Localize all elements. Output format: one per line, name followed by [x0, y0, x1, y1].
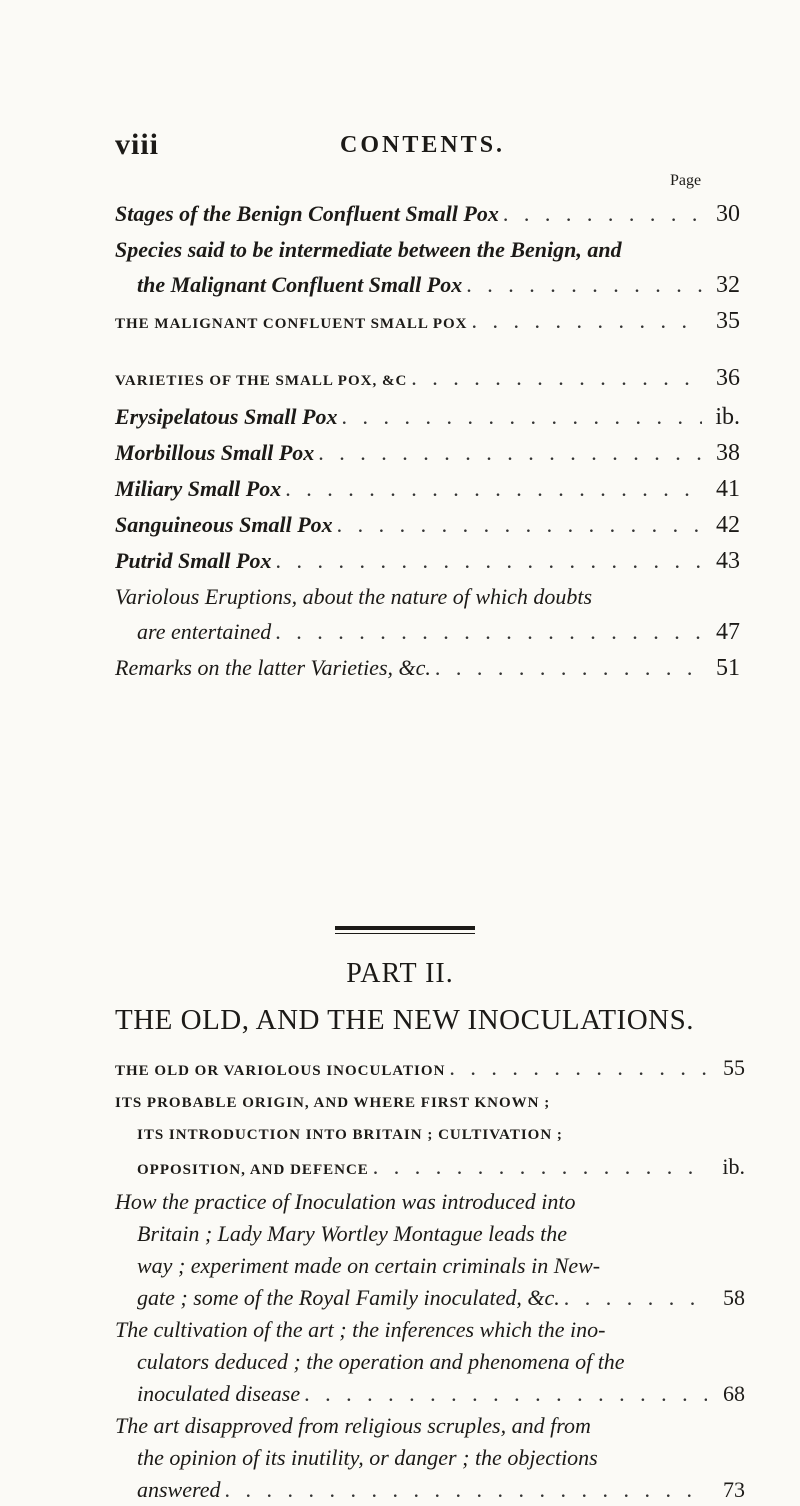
dot-leader — [318, 435, 702, 470]
toc-entry-text: culators deduced ; the operation and phenomena of the — [137, 1349, 625, 1374]
dot-leader — [225, 1474, 707, 1506]
toc-entry-text: Erysipelatous Small Pox — [115, 404, 338, 429]
toc-page-number: 58 — [723, 1285, 745, 1310]
toc-page-number: 55 — [723, 1055, 745, 1080]
dot-leader — [435, 650, 702, 685]
toc-page-number: 41 — [716, 476, 740, 502]
toc-entry-text: How the practice of Inoculation was introduced into — [115, 1189, 576, 1214]
toc-entry-text: The art disapproved from religious scruples, and from — [115, 1413, 591, 1438]
toc-entry — [115, 650, 740, 686]
toc-entry — [115, 507, 740, 543]
running-head: CONTENTS. — [340, 132, 506, 158]
toc-page-number: 51 — [716, 655, 740, 681]
dot-leader — [373, 1151, 707, 1183]
toc-entry-text: ITS PROBABLE ORIGIN, AND WHERE FIRST KNOWN ; — [115, 1095, 551, 1111]
toc-part-one — [115, 196, 740, 686]
toc-entry-text: OPPOSITION, AND DEFENCE — [137, 1162, 369, 1178]
dot-leader — [304, 1378, 707, 1410]
toc-entry — [115, 1052, 745, 1087]
toc-page-number: 68 — [723, 1381, 745, 1406]
toc-entry — [115, 1186, 745, 1314]
toc-page-number: 73 — [723, 1477, 745, 1502]
toc-entry — [115, 579, 740, 650]
toc-entry-text: Species said to be intermediate between the Benign, and — [115, 237, 622, 262]
toc-entry-text: Stages of the Benign Confluent Small Pox — [115, 201, 499, 226]
toc-page-number: 35 — [716, 308, 740, 334]
dot-leader — [564, 1282, 707, 1314]
toc-entry-text: THE MALIGNANT CONFLUENT SMALL POX — [115, 316, 468, 332]
dot-leader — [275, 614, 702, 649]
toc-entry — [115, 471, 740, 507]
toc-entry-text: Morbillous Small Pox — [115, 440, 315, 465]
toc-entry-text: the Malignant Confluent Small Pox — [137, 272, 463, 297]
toc-entry — [115, 543, 740, 579]
toc-page-number: 38 — [716, 440, 740, 466]
toc-entry-text: THE OLD OR VARIOLOUS INOCULATION — [115, 1063, 446, 1079]
toc-page-number: 43 — [716, 548, 740, 574]
toc-entry-text: inoculated disease — [137, 1381, 301, 1406]
toc-entry-text: the opinion of its inutility, or danger ; the objections — [137, 1445, 598, 1470]
toc-entry-text: Sanguineous Small Pox — [115, 512, 333, 537]
toc-entry-text: gate ; some of the Royal Family inoculated, &c. — [137, 1285, 560, 1310]
part-subtitle: THE OLD, AND THE NEW INOCULATIONS. — [115, 1004, 694, 1036]
dot-leader — [466, 267, 702, 302]
toc-entry — [115, 232, 740, 303]
toc-page-number: 36 — [716, 365, 740, 391]
toc-entry — [115, 1410, 745, 1506]
toc-entry — [115, 435, 740, 471]
page-header — [115, 128, 740, 168]
toc-entry — [115, 303, 740, 342]
toc-entry-text: way ; experiment made on certain criminals in New- — [137, 1253, 601, 1278]
page-column-label: Page — [670, 172, 702, 189]
toc-entry — [115, 399, 740, 435]
dot-leader — [472, 303, 703, 338]
toc-entry-text: Miliary Small Pox — [115, 476, 282, 501]
toc-entry-text: answered — [137, 1477, 221, 1502]
dot-leader — [411, 360, 702, 395]
dot-leader — [285, 471, 702, 506]
toc-entry — [115, 360, 740, 399]
toc-entry-text: are entertained — [137, 619, 272, 644]
toc-part-two — [115, 1052, 745, 1506]
dot-leader — [341, 399, 702, 434]
toc-entry-text: Putrid Small Pox — [115, 548, 272, 573]
toc-entry — [115, 1087, 745, 1186]
dot-leader — [449, 1052, 707, 1084]
toc-page-number: 32 — [716, 272, 740, 298]
toc-entry-text: Variolous Eruptions, about the nature of which doubts — [115, 584, 593, 609]
dot-leader — [275, 543, 702, 578]
part-title: PART II. — [346, 958, 454, 989]
page-folio: viii — [115, 128, 160, 161]
toc-entry-text: Britain ; Lady Mary Wortley Montague leads the — [137, 1221, 567, 1246]
dot-leader — [337, 507, 702, 542]
toc-page-number: ib. — [722, 1154, 745, 1179]
toc-page-number: 42 — [716, 512, 740, 538]
toc-entry-text: VARIETIES OF THE SMALL POX, &C — [115, 373, 408, 389]
toc-page-number: 47 — [716, 619, 740, 645]
dot-leader — [503, 196, 702, 231]
toc-entry-text: ITS INTRODUCTION INTO BRITAIN ; CULTIVATION ; — [137, 1127, 563, 1143]
toc-entry — [115, 1314, 745, 1410]
section-divider — [335, 926, 475, 934]
toc-page-number: 30 — [716, 201, 740, 227]
toc-entry-text: Remarks on the latter Varieties, &c. — [115, 655, 431, 680]
toc-entry — [115, 196, 740, 232]
toc-page-number: ib. — [715, 404, 740, 430]
toc-entry-text: The cultivation of the art ; the inferences which the ino- — [115, 1317, 606, 1342]
